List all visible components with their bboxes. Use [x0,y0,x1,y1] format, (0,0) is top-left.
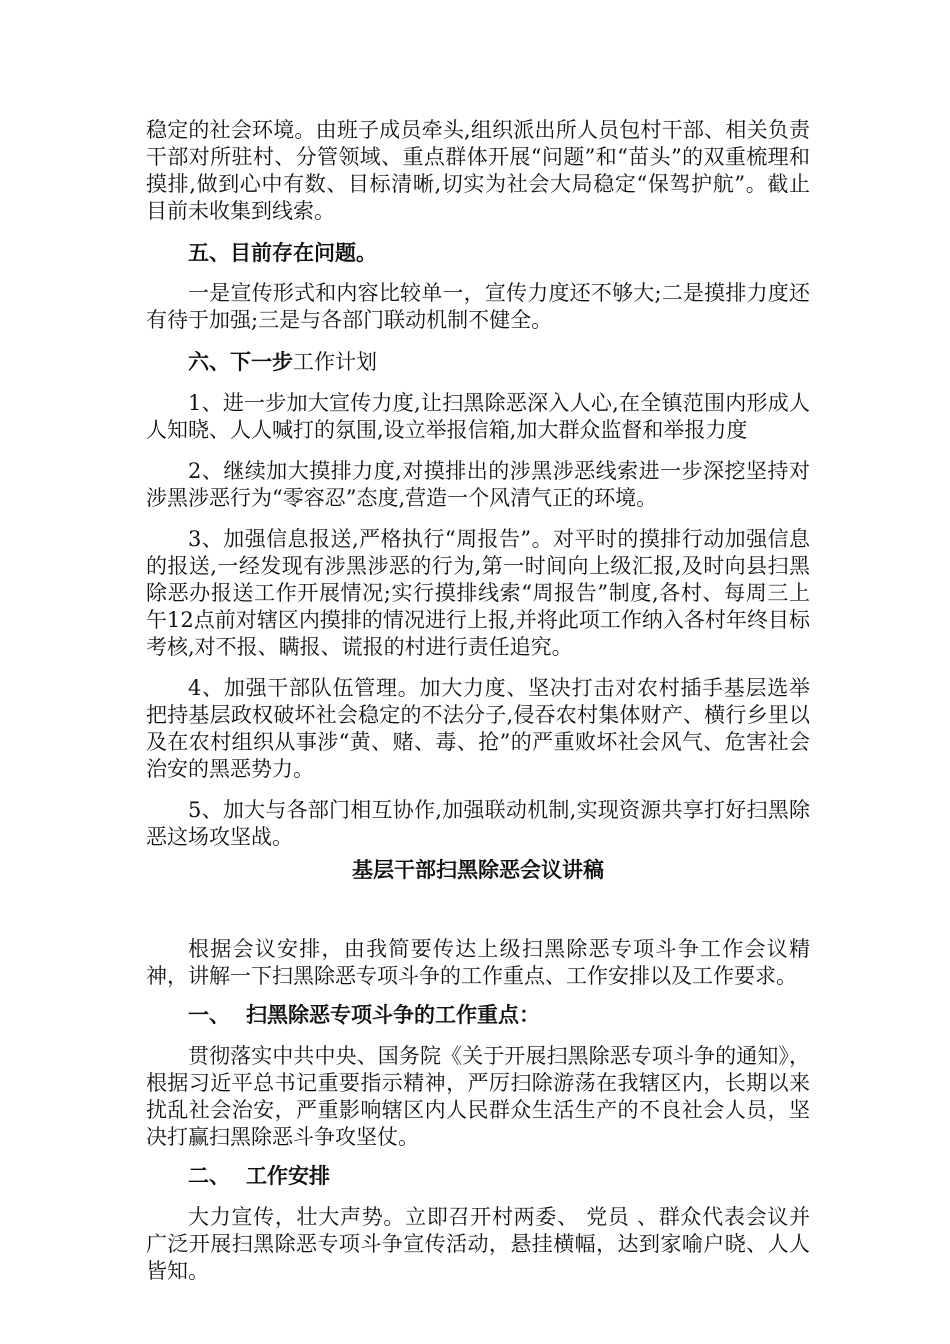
paragraph-problems: 一是宣传形式和内容比较单一，宣传力度还不够大;二是摸排力度还有待于加强;三是与各部门联动机制不健全。 [146,281,810,332]
section-2-body: 大力宣传，壮大声势。立即召开村两委、 党员 、群众代表会议并广泛开展扫黑除恶专项斗争宣传活动，悬挂横幅，达到家喻户晓、人人皆知。 [146,1205,810,1283]
heading-next-steps [146,348,810,376]
paragraph-continued: 稳定的社会环境。由班子成员牵头,组织派出所人员包村干部、相关负责干部对所驻村、分管领域、重点群体开展“问题”和“苗头”的双重梳理和摸排,做到心中有数、目标清晰,切实为社会大局稳定“保驾护航”。截止目前未收集到线索。 [146,118,810,223]
heading-next-steps-bold: 六、下一步 [188,349,293,374]
plan-item-2: 2、继续加大摸排力度,对摸排出的涉黑涉恶线索进一步深挖坚持对涉黑涉恶行为“零容忍”态度,营造一个风清气正的环境。 [146,459,810,510]
speech-title: 基层干部扫黑除恶会议讲稿 [352,858,604,882]
heading-next-steps-normal: 工作计划 [293,350,377,374]
title-spacer [146,884,810,936]
section-1-heading [146,1002,810,1029]
plan-item-1: 1、进一步加大宣传力度,让扫黑除恶深入人心,在全镇范围内形成人人知晓、人人喊打的氛围,设立举报信箱,加大群众监督和举报力度 [146,391,810,442]
heading-current-problems: 五、目前存在问题。 [188,240,377,265]
section-1-title: 扫黑除恶专项斗争的工作重点： [246,1003,540,1027]
plan-item-4: 4、加强干部队伍管理。加大力度、坚决打击对农村插手基层选举把持基层政权破坏社会稳定的不法分子,侵吞农村集体财产、横行乡里以及在农村组织从事涉“黄、赌、毒、抢”的严重败坏社会风气、危害社会治安的黑恶势力。 [146,676,810,781]
section-1-number: 一、 [188,1003,230,1027]
plan-item-5: 5、加大与各部门相互协作,加强联动机制,实现资源共享打好扫黑除恶这场攻坚战。 [146,798,810,849]
section-1-body: 贯彻落实中共中央、国务院《关于开展扫黑除恶专项斗争的通知》，根据习近平总书记重要指示精神，严厉扫除游荡在我辖区内，长期以来扰乱社会治安，严重影响辖区内人民群众生活生产的不良社会人员，坚决打赢扫黑除恶斗争攻坚仗。 [146,1044,810,1149]
section-2-number: 二、 [188,1164,230,1188]
document-page [146,117,810,1285]
section-2-title: 工作安排 [246,1164,330,1188]
plan-item-3: 3、加强信息报送,严格执行“周报告”。对平时的摸排行动加强信息的报送,一经发现有涉黑涉恶的行为,第一时间向上级汇报,及时向县扫黑除恶办报送工作开展情况;实行摸排线索“周报告”制度,各村、每周三上午12点前对辖区内摸排的情况进行上报,并将此项工作纳入各村年终目标考核,对不报、瞒报、谎报的村进行责任追究。 [146,527,810,659]
section-2-heading [146,1163,810,1190]
speech-intro: 根据会议安排，由我简要传达上级扫黑除恶专项斗争工作会议精神，讲解一下扫黑除恶专项斗争的工作重点、工作安排以及工作要求。 [146,937,810,988]
